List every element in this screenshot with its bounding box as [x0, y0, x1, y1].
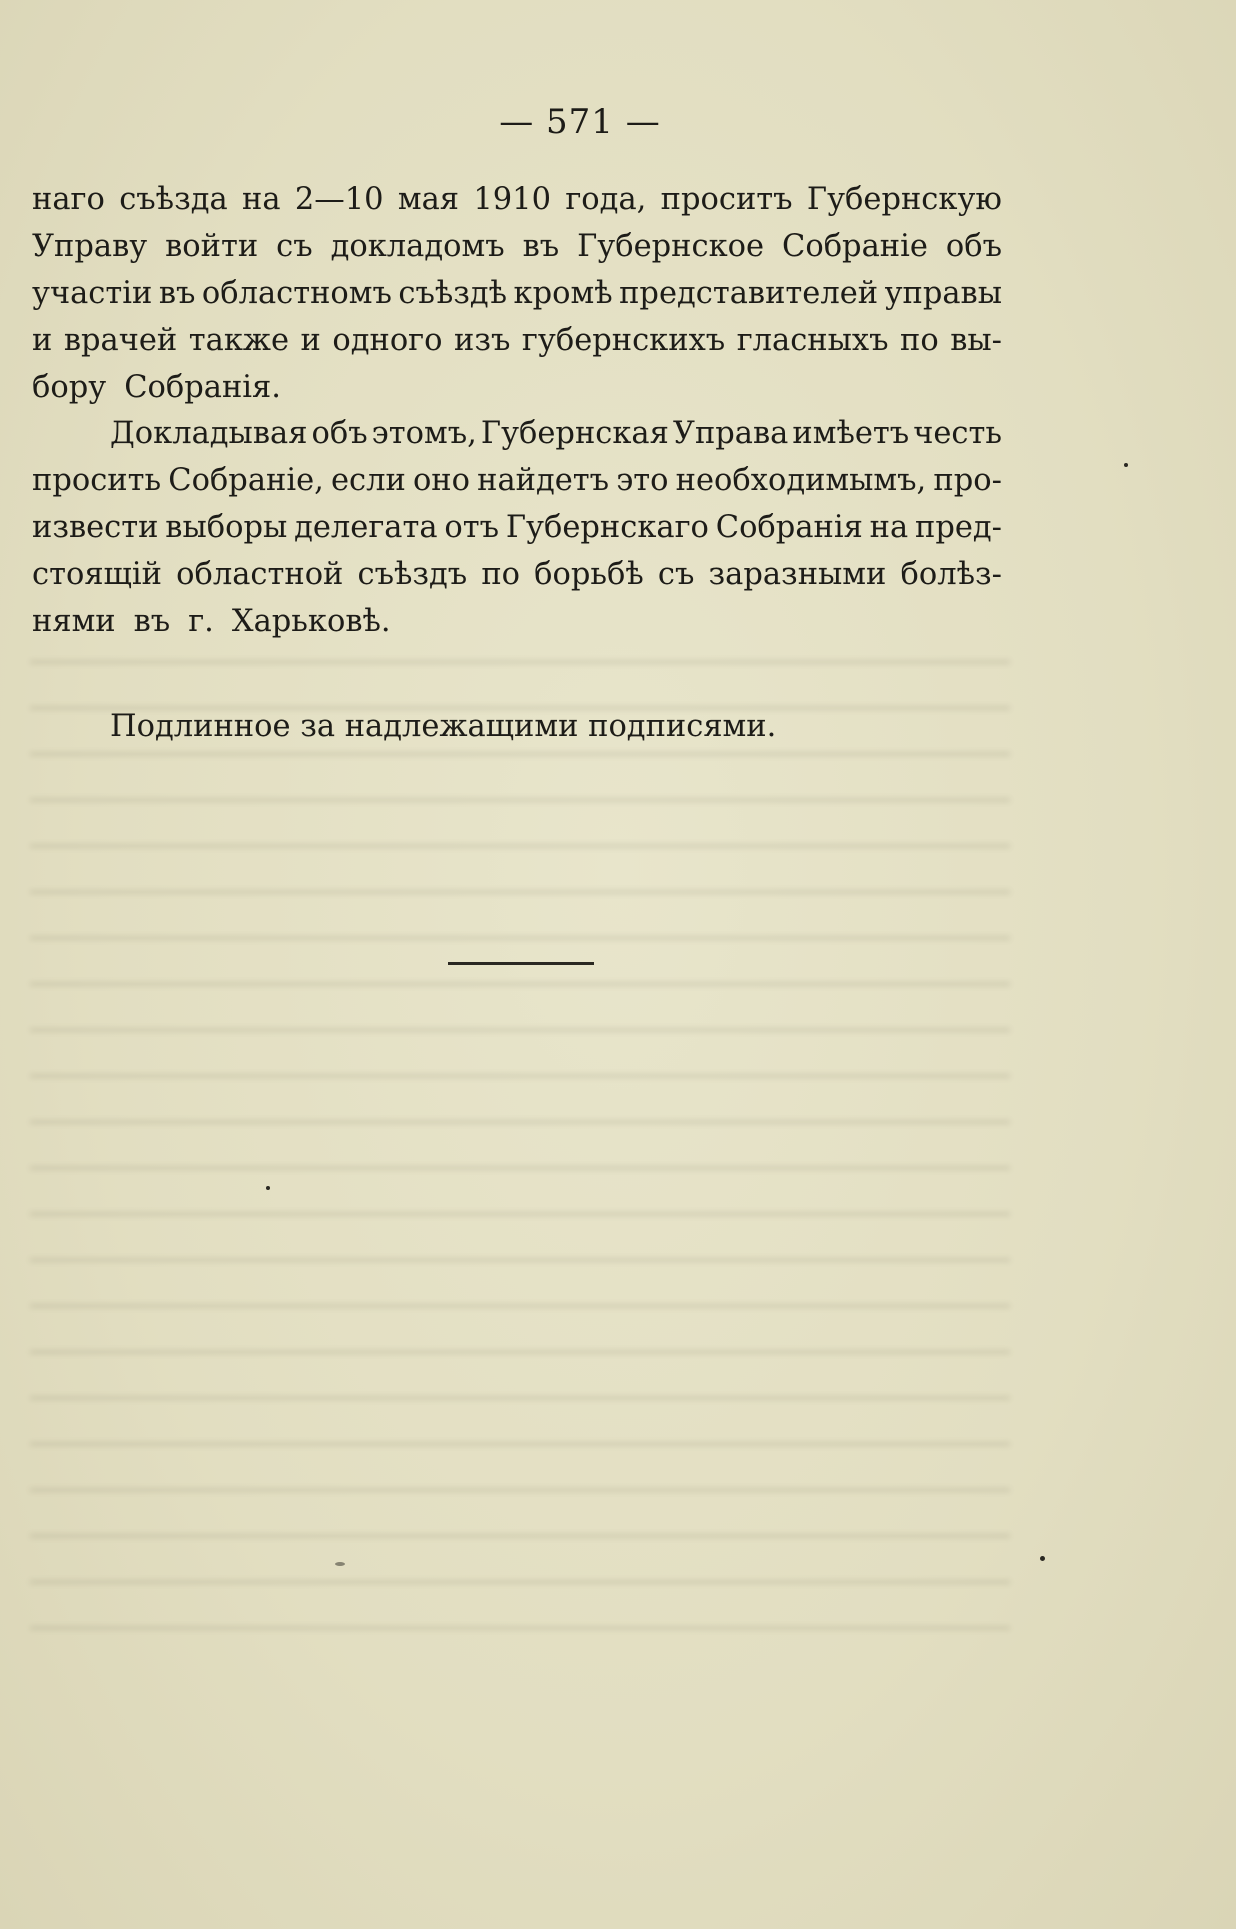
word: губернскихъ: [521, 323, 726, 358]
text-line: [32, 410, 1002, 457]
text-line: [32, 176, 1002, 223]
word: необходимымъ,: [675, 463, 927, 498]
word: докладомъ: [330, 229, 505, 264]
text-line: [32, 598, 1002, 645]
word: Собранія.: [124, 370, 281, 405]
word: пред-: [914, 510, 1002, 545]
word: бору: [32, 370, 107, 405]
word: 1910: [473, 182, 551, 217]
word: выборы: [165, 510, 288, 545]
word: Харьковѣ.: [231, 604, 391, 639]
word: объ: [945, 229, 1002, 264]
word: на: [869, 510, 909, 545]
word: гласныхъ: [736, 323, 889, 358]
horizontal-rule: [448, 962, 594, 965]
word: Управу: [32, 229, 148, 264]
text-line: [32, 551, 1002, 598]
word: вы-: [950, 323, 1002, 358]
word: этомъ,: [371, 416, 477, 451]
word: съѣздѣ: [398, 276, 508, 311]
word: войти: [165, 229, 259, 264]
word: и: [32, 323, 53, 358]
word: Собранія: [715, 510, 863, 545]
text-line: [32, 270, 1002, 317]
word: проситъ: [660, 182, 793, 217]
ink-speck: [1124, 463, 1128, 467]
word: съѣздъ: [357, 557, 468, 592]
paragraph-1: [32, 176, 1002, 411]
ink-speck: [1040, 1556, 1045, 1561]
word: про-: [933, 463, 1002, 498]
word: наго: [32, 182, 105, 217]
word: съѣзда: [119, 182, 228, 217]
word: Губернское: [577, 229, 765, 264]
text-line: [32, 504, 1002, 551]
word: мая: [397, 182, 460, 217]
word: изъ: [454, 323, 511, 358]
word: врачей: [63, 323, 178, 358]
word: Докладывая: [110, 416, 308, 451]
word: съ: [276, 229, 313, 264]
word: делегата: [294, 510, 438, 545]
word: Губернская: [480, 416, 669, 451]
word: въ: [522, 229, 560, 264]
word: Губернскую: [806, 182, 1002, 217]
word: это: [616, 463, 669, 498]
word: года,: [565, 182, 647, 217]
word: найдетъ: [477, 463, 610, 498]
word: если: [330, 463, 406, 498]
word: областной: [176, 557, 344, 592]
word: имѣетъ: [792, 416, 910, 451]
word: участіи: [32, 276, 153, 311]
text-line: [32, 317, 1002, 364]
word: въ: [133, 604, 171, 639]
ink-speck: [266, 1186, 270, 1190]
word: Управа: [672, 416, 789, 451]
word: заразными: [708, 557, 887, 592]
word: въ: [158, 276, 196, 311]
word: 2—10: [294, 182, 384, 217]
word: оно: [412, 463, 470, 498]
word: просить: [32, 463, 162, 498]
text-line: [32, 457, 1002, 504]
word: отъ: [444, 510, 500, 545]
word: по: [900, 323, 939, 358]
word: одного: [332, 323, 443, 358]
word: Губернскаго: [505, 510, 709, 545]
word: Собраніе,: [168, 463, 324, 498]
word: на: [242, 182, 281, 217]
word: стоящій: [32, 557, 162, 592]
word: управы: [884, 276, 1002, 311]
word: по: [481, 557, 521, 592]
word: и: [300, 323, 321, 358]
word: честь: [913, 416, 1002, 451]
word: также: [188, 323, 289, 358]
word: кромѣ: [513, 276, 613, 311]
page-number: — 571 —: [499, 102, 661, 142]
word: представителей: [619, 276, 879, 311]
word: Собраніе: [782, 229, 928, 264]
ink-speck: [335, 1562, 345, 1566]
signature-note: Подлинное за надлежащими подписями.: [110, 709, 777, 744]
show-through-texture: [30, 640, 1010, 1650]
word: объ: [311, 416, 368, 451]
paragraph-2: [32, 410, 1002, 645]
word: г.: [188, 604, 214, 639]
word: нями: [32, 604, 116, 639]
word: съ: [657, 557, 695, 592]
text-line: [32, 364, 1002, 411]
word: областномъ: [201, 276, 392, 311]
text-line: [32, 223, 1002, 270]
word: болѣз-: [900, 557, 1002, 592]
word: борьбѣ: [534, 557, 644, 592]
word: извести: [32, 510, 159, 545]
